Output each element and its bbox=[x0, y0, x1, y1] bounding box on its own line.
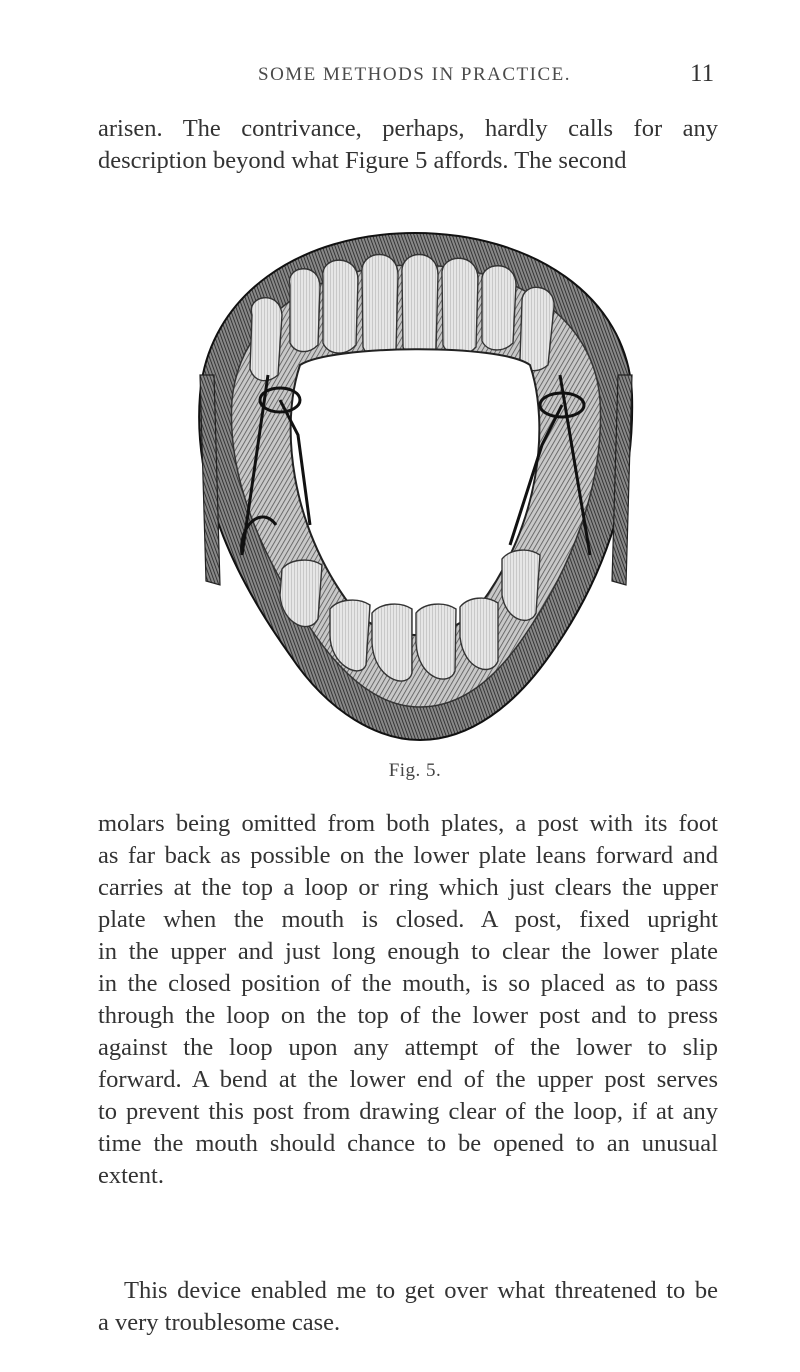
text-line: forward. A bend at the lower end of the upper post serves bbox=[98, 1066, 718, 1093]
text-line: molars being omitted from both plates, a post with its foot bbox=[98, 810, 718, 837]
text-line: time the mouth should chance to be opened to an unusual bbox=[98, 1130, 718, 1157]
figure-5-illustration bbox=[180, 225, 650, 755]
text-line: carries at the top a loop or ring which just clears the upper bbox=[98, 874, 718, 901]
text-line: to prevent this post from drawing clear of the loop, if at any bbox=[98, 1098, 718, 1125]
paragraph-description bbox=[98, 808, 718, 1192]
text-line: in the upper and just long enough to clear the lower plate bbox=[98, 938, 718, 965]
text-line: in the closed position of the mouth, is so placed as to pass bbox=[98, 970, 718, 997]
page-number: 11 bbox=[690, 60, 715, 87]
text-line: through the loop on the top of the lower post and to press bbox=[98, 1002, 718, 1029]
text-line: description beyond what Figure 5 affords. The second bbox=[98, 147, 627, 174]
running-head-title: SOME METHODS IN PRACTICE. bbox=[258, 64, 572, 85]
text-line: against the loop upon any attempt of the lower to slip bbox=[98, 1034, 718, 1061]
text-line: This device enabled me to get over what threatened to be bbox=[124, 1277, 718, 1304]
figure-caption: Fig. 5. bbox=[388, 760, 442, 781]
text-line: extent. bbox=[98, 1162, 164, 1189]
text-line: a very troublesome case. bbox=[98, 1309, 341, 1336]
text-line: plate when the mouth is closed. A post, fixed upright bbox=[98, 906, 718, 933]
text-line: as far back as possible on the lower plate leans forward and bbox=[98, 842, 718, 869]
paragraph-conclusion bbox=[98, 1275, 718, 1339]
running-head bbox=[0, 60, 800, 94]
paragraph-intro bbox=[98, 113, 718, 177]
text-line: arisen. The contrivance, perhaps, hardly calls for any bbox=[98, 115, 718, 142]
